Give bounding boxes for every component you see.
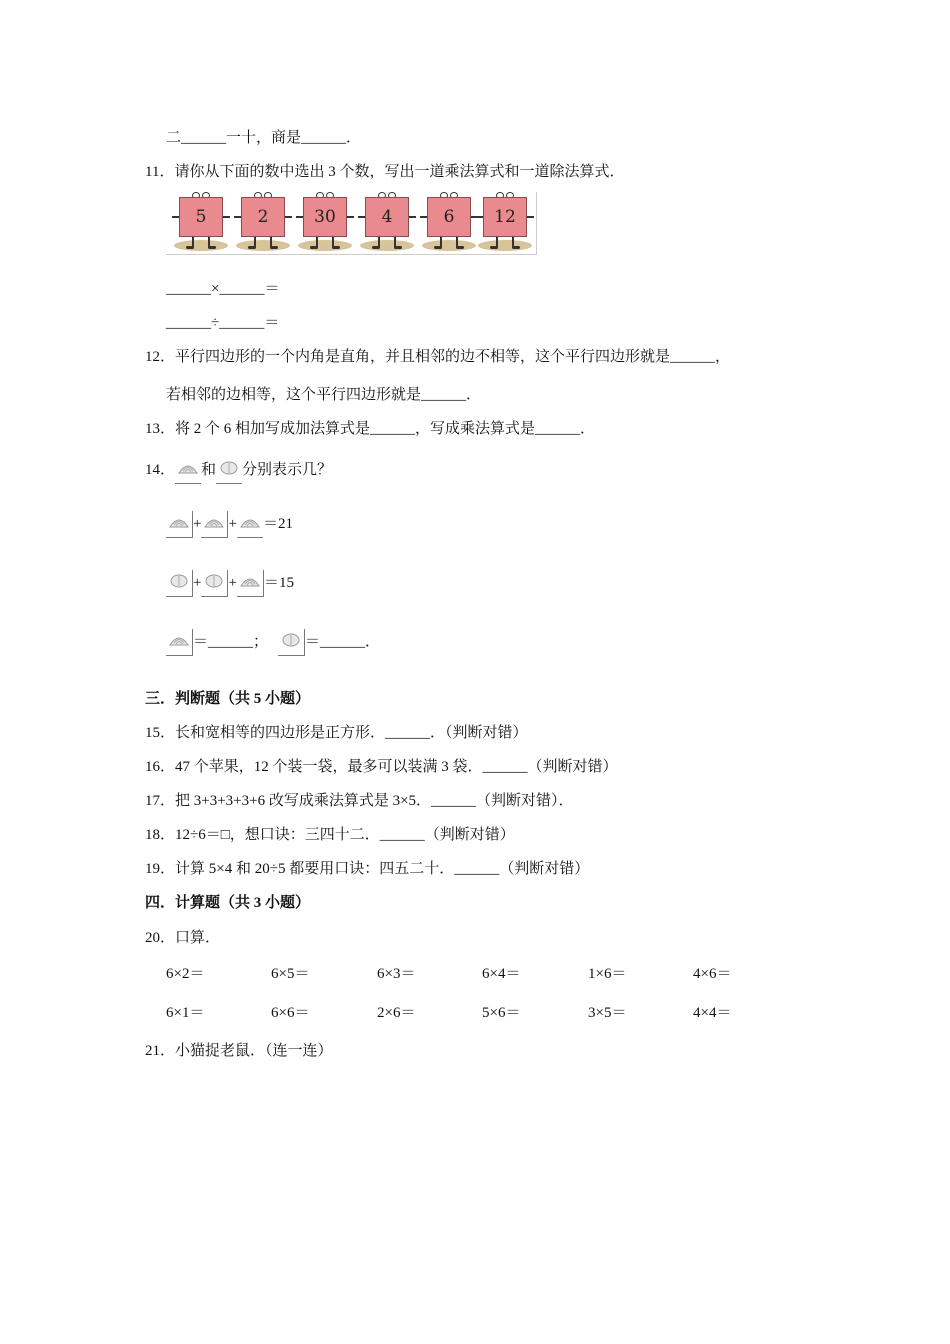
round-shell-icon [203, 572, 225, 590]
shell-a-slot [166, 511, 193, 538]
q11-text: 11．请你从下面的数中选出 3 个数，写出一道乘法算式和一道除法算式． [145, 164, 625, 180]
q17-text: 17．把 3+3+3+3+6 改写成乘法算式是 3×5．______（判断对错）． [145, 793, 574, 809]
card-number: 4 [365, 197, 409, 237]
oral-calc-item: 6×5＝ [271, 966, 310, 982]
oral-calc-item: 5×6＝ [482, 1005, 521, 1021]
q14-and: 和 [201, 462, 217, 478]
q12-text-cont: 若相邻的边相等，这个平行四边形就是______． [166, 387, 482, 403]
round-shell-icon [168, 572, 190, 590]
number-card [170, 192, 232, 254]
card-number: 6 [427, 197, 471, 237]
q19-text: 19．计算 5×4 和 20÷5 都要用口诀：四五二十．______（判断对错） [145, 861, 590, 877]
oral-calc-item: 4×4＝ [693, 1005, 732, 1021]
q21-text: 21．小猫捉老鼠．（连一连） [145, 1043, 333, 1059]
number-card [232, 192, 294, 254]
q14-equation-1 [166, 510, 293, 538]
scallop-shell-icon [168, 513, 190, 531]
shell-a-slot [166, 629, 193, 656]
shell-a-slot [201, 511, 228, 538]
q14-number: 14． [145, 462, 176, 478]
oral-calc-item: 6×4＝ [482, 966, 521, 982]
round-shell-icon [280, 631, 302, 649]
scallop-shell-icon [239, 513, 261, 531]
q18-text: 18．12÷6＝□，想口诀：三四十二．______（判断对错） [145, 827, 515, 843]
shell-b-slot [278, 629, 305, 656]
card-number: 12 [483, 197, 527, 237]
oral-calc-item: 6×6＝ [271, 1005, 310, 1021]
q11-multiplication-blank: ______×______＝ [166, 281, 280, 297]
oral-calc-item: 6×2＝ [166, 966, 205, 982]
card-number: 2 [241, 197, 285, 237]
q13-text: 13．将 2 个 6 相加写成加法算式是______，写成乘法算式是______． [145, 421, 596, 437]
shell-b-slot [201, 570, 228, 597]
q10-continuation: 二______一十，商是______． [166, 130, 362, 146]
q11-division-blank: ______÷______＝ [166, 315, 280, 331]
answer-blank-a: ＝______； [193, 634, 269, 650]
number-card [418, 192, 480, 254]
shell-b-slot [166, 570, 193, 597]
q16-text: 16．47 个苹果，12 个装一袋，最多可以装满 3 袋．______（判断对错） [145, 759, 618, 775]
q15-text: 15．长和宽相等的四边形是正方形．______．（判断对错） [145, 725, 528, 741]
shell-b-slot [216, 457, 242, 484]
oral-calc-item: 1×6＝ [588, 966, 627, 982]
scallop-shell-icon [239, 572, 261, 590]
section-3-heading: 三．判断题（共 5 小题） [145, 691, 311, 707]
card-number: 30 [303, 197, 347, 237]
q14-answer-line [166, 628, 380, 656]
oral-calc-item: 4×6＝ [693, 966, 732, 982]
q12-text: 12．平行四边形的一个内角是直角，并且相邻的边不相等，这个平行四边形就是______， [145, 349, 731, 365]
card-number: 5 [179, 197, 223, 237]
scallop-shell-icon [203, 513, 225, 531]
oral-calc-item: 6×1＝ [166, 1005, 205, 1021]
number-card [474, 192, 536, 254]
q14-line [145, 456, 332, 484]
number-card [356, 192, 418, 254]
scallop-shell-icon [177, 459, 199, 477]
oral-calc-item: 2×6＝ [377, 1005, 416, 1021]
shell-a-slot [175, 457, 201, 484]
result-15: ＝15 [263, 575, 294, 591]
round-shell-icon [218, 459, 240, 477]
plus-sign: + [193, 516, 202, 532]
plus-sign: + [193, 575, 202, 591]
q20-text: 20．口算． [145, 930, 221, 946]
q14-equation-2 [166, 569, 294, 597]
shell-a-slot [237, 570, 264, 597]
plus-sign: + [228, 575, 237, 591]
result-21: ＝21 [262, 516, 293, 532]
q14-question: 分别表示几？ [242, 462, 333, 478]
scallop-shell-icon [168, 631, 190, 649]
answer-blank-b: ＝______． [305, 634, 381, 650]
number-card [294, 192, 356, 254]
oral-calc-item: 3×5＝ [588, 1005, 627, 1021]
oral-calc-item: 6×3＝ [377, 966, 416, 982]
shell-a-slot [237, 511, 263, 538]
section-4-heading: 四．计算题（共 3 小题） [145, 895, 311, 911]
number-cards-image [166, 192, 537, 255]
plus-sign: + [228, 516, 237, 532]
